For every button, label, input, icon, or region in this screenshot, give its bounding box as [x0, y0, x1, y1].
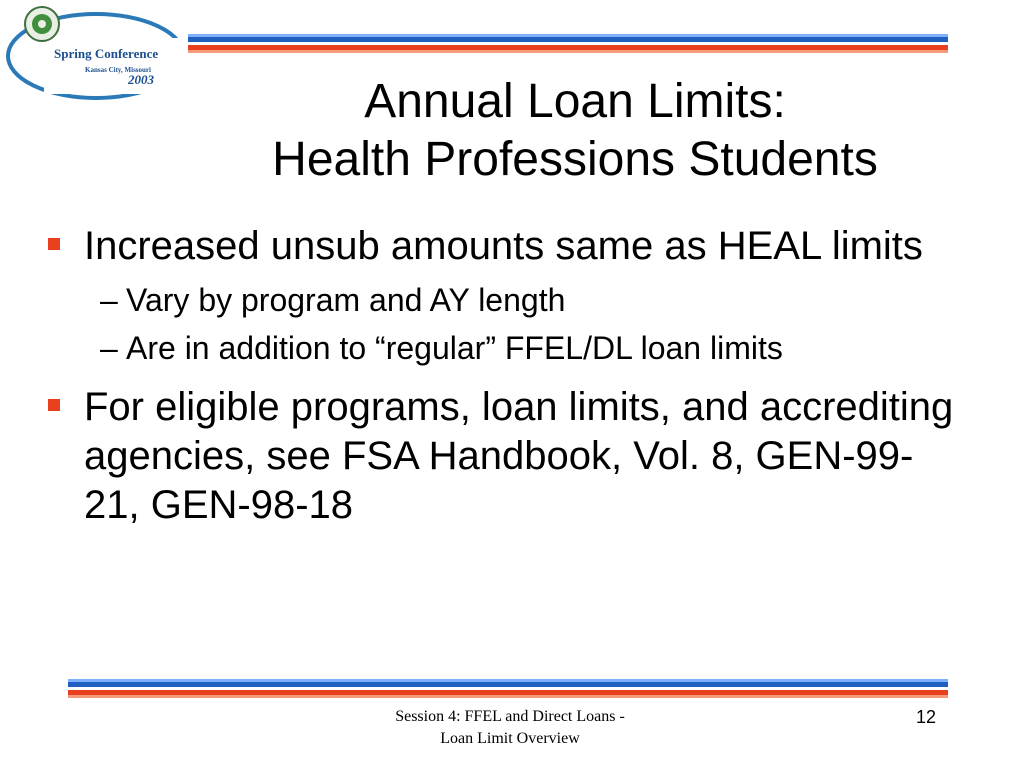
bullet-item: [48, 383, 968, 530]
slide-title-line-2: Health Professions Students: [272, 133, 878, 186]
bullet-text: Increased unsub amounts same as HEAL limits: [84, 224, 923, 268]
logo-year: 2003: [128, 72, 154, 87]
bottom-divider-stripes: [68, 679, 948, 698]
bullet-square-icon: [48, 399, 60, 411]
slide-title-line-1: Annual Loan Limits:: [364, 75, 786, 128]
bullet-square-icon: [48, 238, 60, 250]
logo-location: Kansas City, Missouri: [85, 66, 151, 74]
logo-title: Spring Conference: [54, 46, 159, 61]
sub-bullet-dash: –: [100, 282, 118, 318]
sub-bullet-item: [48, 329, 968, 367]
footer-line-2: Loan Limit Overview: [440, 730, 580, 747]
sub-bullet-item: [48, 281, 968, 319]
slide-content: [48, 222, 968, 530]
conference-logo: [4, 2, 190, 104]
bullet-text: For eligible programs, loan limits, and accrediting agencies, see FSA Handbook, Vol. 8, GEN-99-21, GEN-98-18: [84, 385, 954, 527]
footer-line-1: Session 4: FFEL and Direct Loans -: [395, 708, 625, 725]
sub-bullet-text: Vary by program and AY length: [126, 282, 566, 318]
sub-bullet-dash: –: [100, 330, 118, 366]
slide-footer: [330, 706, 690, 750]
page-number: 12: [915, 707, 936, 727]
sub-bullet-text: Are in addition to “regular” FFEL/DL loan limits: [126, 330, 783, 366]
bullet-item: [48, 222, 968, 271]
top-divider-stripes: [188, 34, 948, 53]
slide-title: [180, 73, 970, 189]
conference-logo-graphic: [4, 2, 190, 104]
